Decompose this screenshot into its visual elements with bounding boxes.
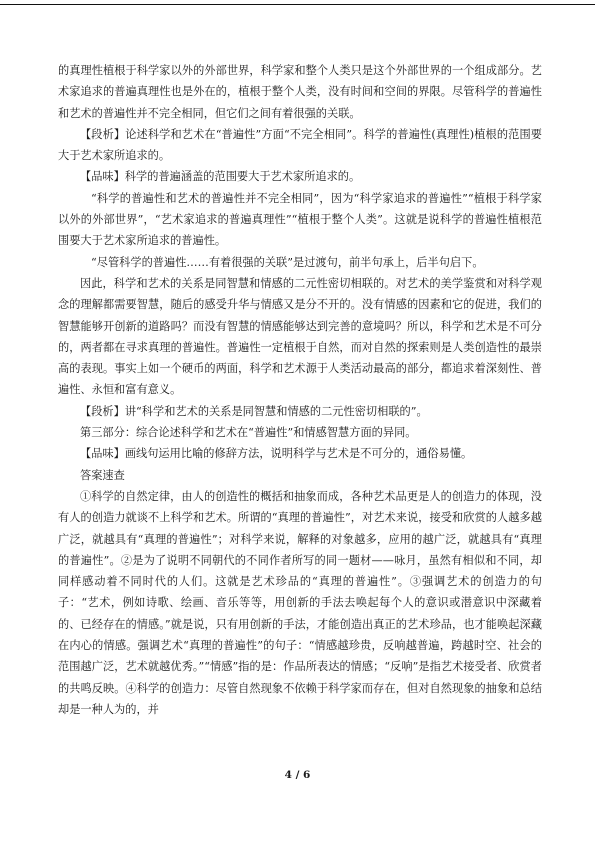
paragraph-continuation: 的真理性植根于科学家以外的外部世界，科学家和整个人类只是这个外部世界的一个组成部分。艺术家追求的普遍真理性也是外在的，植根于整个人类，没有时间和空间的界限。尽管科学的普遍性和艺术的普遍性并不完全相同，但它们之间有着很强的关联。 <box>58 64 542 120</box>
answer-heading: 答案速查 <box>80 468 125 482</box>
page-number: 4 / 6 <box>284 769 311 781</box>
paragraph-transition-note: “尽管科学的普遍性……有着很强的关联”是过渡句，前半句承上，后半句启下。 <box>91 255 484 269</box>
top-rule <box>0 4 595 5</box>
paragraph-explanation-1: “科学的普遍性和艺术的普遍性并不完全相同”，因为“科学家追求的普遍性”“植根于科学家以外的外部世界”，“艺术家追求的普遍真理性”“植根于整个人类”。这就是说科学的普遍性植根范围要大于艺术家所追求的普遍性。 <box>58 191 542 248</box>
paragraph-part-three: 第三部分：综合论述科学和艺术在“普遍性”和情感智慧方面的异同。 <box>80 426 417 440</box>
paragraph-analysis-1: 【段析】论述科学和艺术在“普遍性”方面“不完全相同”。科学的普遍性(真理性)植根的范围要大于艺术家所追求的。 <box>58 127 542 163</box>
document-body <box>58 60 542 720</box>
paragraph-appreciation-2: 【品味】画线句运用比喻的修辞方法，说明科学与艺术是不可分的，通俗易懂。 <box>80 447 473 461</box>
paragraph-main-text: 因此，科学和艺术的关系是同智慧和情感的二元性密切相联的。对艺术的美学鉴赏和对科学观念的理解都需要智慧，随后的感受升华与情感又是分不开的。没有情感的因素和它的促进，我们的智慧能够开创新的道路吗？而没有智慧的情感能够达到完善的意境吗？所以，科学和艺术是不可分的，两者都在寻求真理的普遍性。普遍性一定植根于自然，而对自然的探索则是人类创造性的最崇高的表现。事实上如一个硬币的两面，科学和艺术源于人类活动最高的部分，都追求着深刻性、普遍性、永恒和富有意义。 <box>58 276 542 397</box>
paragraph-answers: ①科学的自然定律，由人的创造性的概括和抽象而成，各种艺术品更是人的创造力的体现，没有人的创造力就谈不上科学和艺术。所谓的“真理的普遍性”，对艺术来说，接受和欣赏的人越多越广泛，就越具有“真理的普遍性”；对科学来说，解释的对象越多，应用的越广泛，就越具有“真理的普遍性”。②是为了说明不同朝代的不同作者所写的同一题材——咏月，虽然有相似和不同，却同样感动着不同时代的人们。这就是艺术珍品的“真理的普遍性”。③强调艺术的创造力的句子：“艺术，例如诗歌、绘画、音乐等等，用创新的手法去唤起每个人的意识或潜意识中深藏着的、已经存在的情感。”就是说，只有用创新的手法，才能创造出真正的艺术珍品，也才能唤起深藏在内心的情感。强调艺术“真理的普遍性”的句子：“情感越珍贵，反响越普遍，跨越时空、社会的范围越广泛，艺术就越优秀。”“情感”指的是：作品所表达的情感；“反响”是指艺术接受者、欣赏者的共鸣反映。④科学的创造力：尽管自然现象不依赖于科学家而存在，但对自然现象的抽象和总结却是一种人为的，并 <box>58 489 542 716</box>
paragraph-analysis-2: 【段析】讲“科学和艺术的关系是同智慧和情感的二元性密切相联的”。 <box>80 404 428 418</box>
paragraph-appreciation-1: 【品味】科学的普遍涵盖的范围要大于艺术家所追求的。 <box>80 170 361 184</box>
